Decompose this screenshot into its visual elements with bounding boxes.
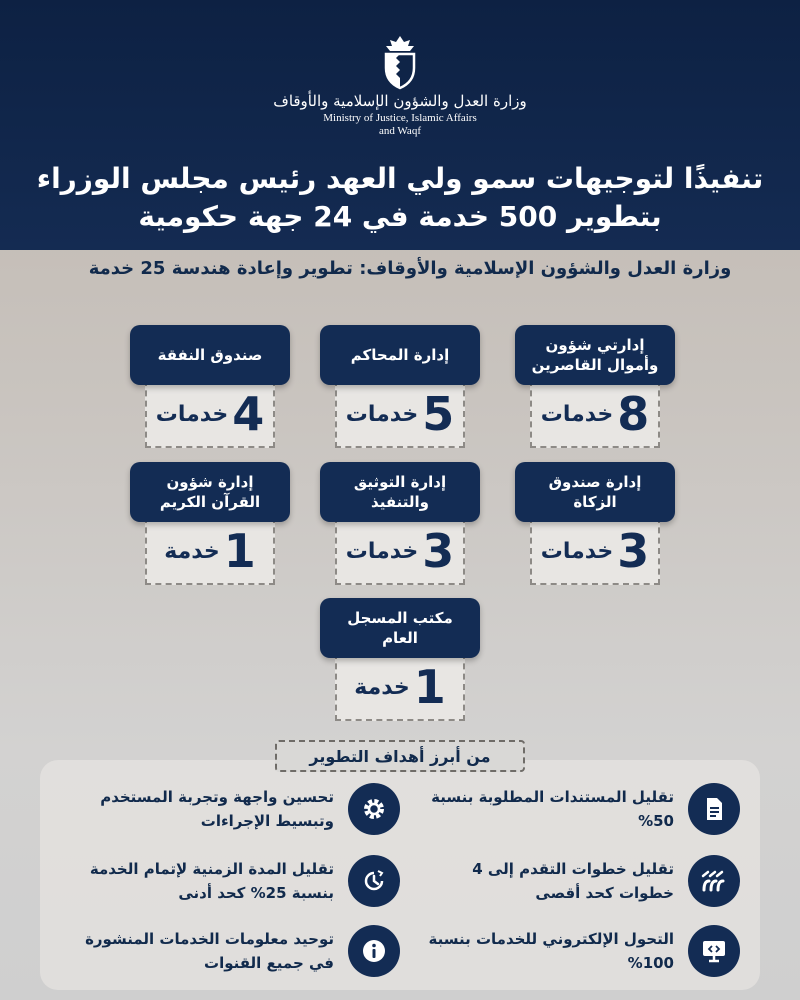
card-unit: خدمات bbox=[345, 401, 419, 427]
steps-icon bbox=[688, 855, 740, 907]
ministry-en-line1: Ministry of Justice, Islamic Affairs bbox=[323, 112, 477, 124]
goal-item bbox=[400, 855, 740, 915]
goal-item bbox=[60, 925, 400, 985]
goal-item bbox=[60, 783, 400, 843]
card-label: صندوق النفقة bbox=[130, 325, 290, 385]
card-number: 4 bbox=[232, 387, 265, 441]
card-label: إدارة شؤون القرآن الكريم bbox=[130, 462, 290, 522]
headline-line1: تنفيذًا لتوجيهات سمو ولي العهد رئيس مجلس الوزراء bbox=[36, 162, 764, 195]
card-count bbox=[145, 380, 275, 448]
goal-text: تحسين واجهة وتجربة المستخدم وتبسيط الإجراءات bbox=[100, 788, 334, 830]
subtitle: وزارة العدل والشؤون الإسلامية والأوقاف: تطوير وإعادة هندسة 25 خدمة bbox=[88, 258, 732, 279]
card-label: إدارتي شؤون وأموال القاصرين bbox=[515, 325, 675, 385]
goal-text: توحيد معلومات الخدمات المنشورة في جميع القنوات bbox=[85, 930, 334, 972]
ministry-name-english bbox=[0, 112, 800, 138]
card-label: إدارة صندوق الزكاة bbox=[515, 462, 675, 522]
goal-text: تقليل خطوات التقدم إلى 4 خطوات كحد أقصى bbox=[472, 860, 674, 902]
service-card-minors-affairs bbox=[515, 325, 675, 450]
card-unit: خدمة bbox=[354, 674, 410, 700]
card-number: 1 bbox=[223, 524, 256, 578]
card-count bbox=[335, 380, 465, 448]
card-count bbox=[335, 653, 465, 721]
card-number: 8 bbox=[617, 387, 650, 441]
service-card-notarization bbox=[320, 462, 480, 587]
service-card-alimony-fund bbox=[130, 325, 290, 450]
goal-text: تقليل المستندات المطلوبة بنسبة 50% bbox=[431, 788, 674, 830]
ministry-logo bbox=[370, 32, 430, 92]
info-icon bbox=[348, 925, 400, 977]
goals-title: من أبرز أهداف التطوير bbox=[275, 740, 525, 772]
goal-text: تقليل المدة الزمنية لإتمام الخدمة بنسبة 25% كحد أدنى bbox=[89, 860, 334, 902]
ministry-en-line2: and Waqf bbox=[379, 125, 421, 137]
card-count bbox=[530, 380, 660, 448]
card-unit: خدمات bbox=[540, 538, 614, 564]
goal-text: التحول الإلكتروني للخدمات بنسبة 100% bbox=[428, 930, 674, 972]
card-number: 5 bbox=[422, 387, 455, 441]
header-banner bbox=[0, 0, 800, 250]
card-count bbox=[145, 517, 275, 585]
card-number: 3 bbox=[422, 524, 455, 578]
card-label: إدارة التوثيق والتنفيذ bbox=[320, 462, 480, 522]
card-count bbox=[530, 517, 660, 585]
card-unit: خدمات bbox=[155, 401, 229, 427]
gear-icon bbox=[348, 783, 400, 835]
card-unit: خدمات bbox=[345, 538, 419, 564]
service-card-zakat-fund bbox=[515, 462, 675, 587]
headline bbox=[0, 160, 800, 236]
card-number: 3 bbox=[617, 524, 650, 578]
goal-item bbox=[60, 855, 400, 915]
service-card-quran-affairs bbox=[130, 462, 290, 587]
card-count bbox=[335, 517, 465, 585]
service-card-general-registrar bbox=[320, 598, 480, 723]
headline-line2: بتطوير 500 خدمة في 24 جهة حكومية bbox=[138, 200, 662, 233]
card-label: إدارة المحاكم bbox=[320, 325, 480, 385]
document-icon bbox=[688, 783, 740, 835]
card-unit: خدمة bbox=[164, 538, 220, 564]
monitor-icon bbox=[688, 925, 740, 977]
card-label: مكتب المسجل العام bbox=[320, 598, 480, 658]
goal-item bbox=[400, 783, 740, 843]
goal-item bbox=[400, 925, 740, 985]
service-card-courts bbox=[320, 325, 480, 450]
timer-icon bbox=[348, 855, 400, 907]
card-number: 1 bbox=[413, 660, 446, 714]
card-unit: خدمات bbox=[540, 401, 614, 427]
ministry-name-arabic: وزارة العدل والشؤون الإسلامية والأوقاف bbox=[273, 92, 527, 110]
